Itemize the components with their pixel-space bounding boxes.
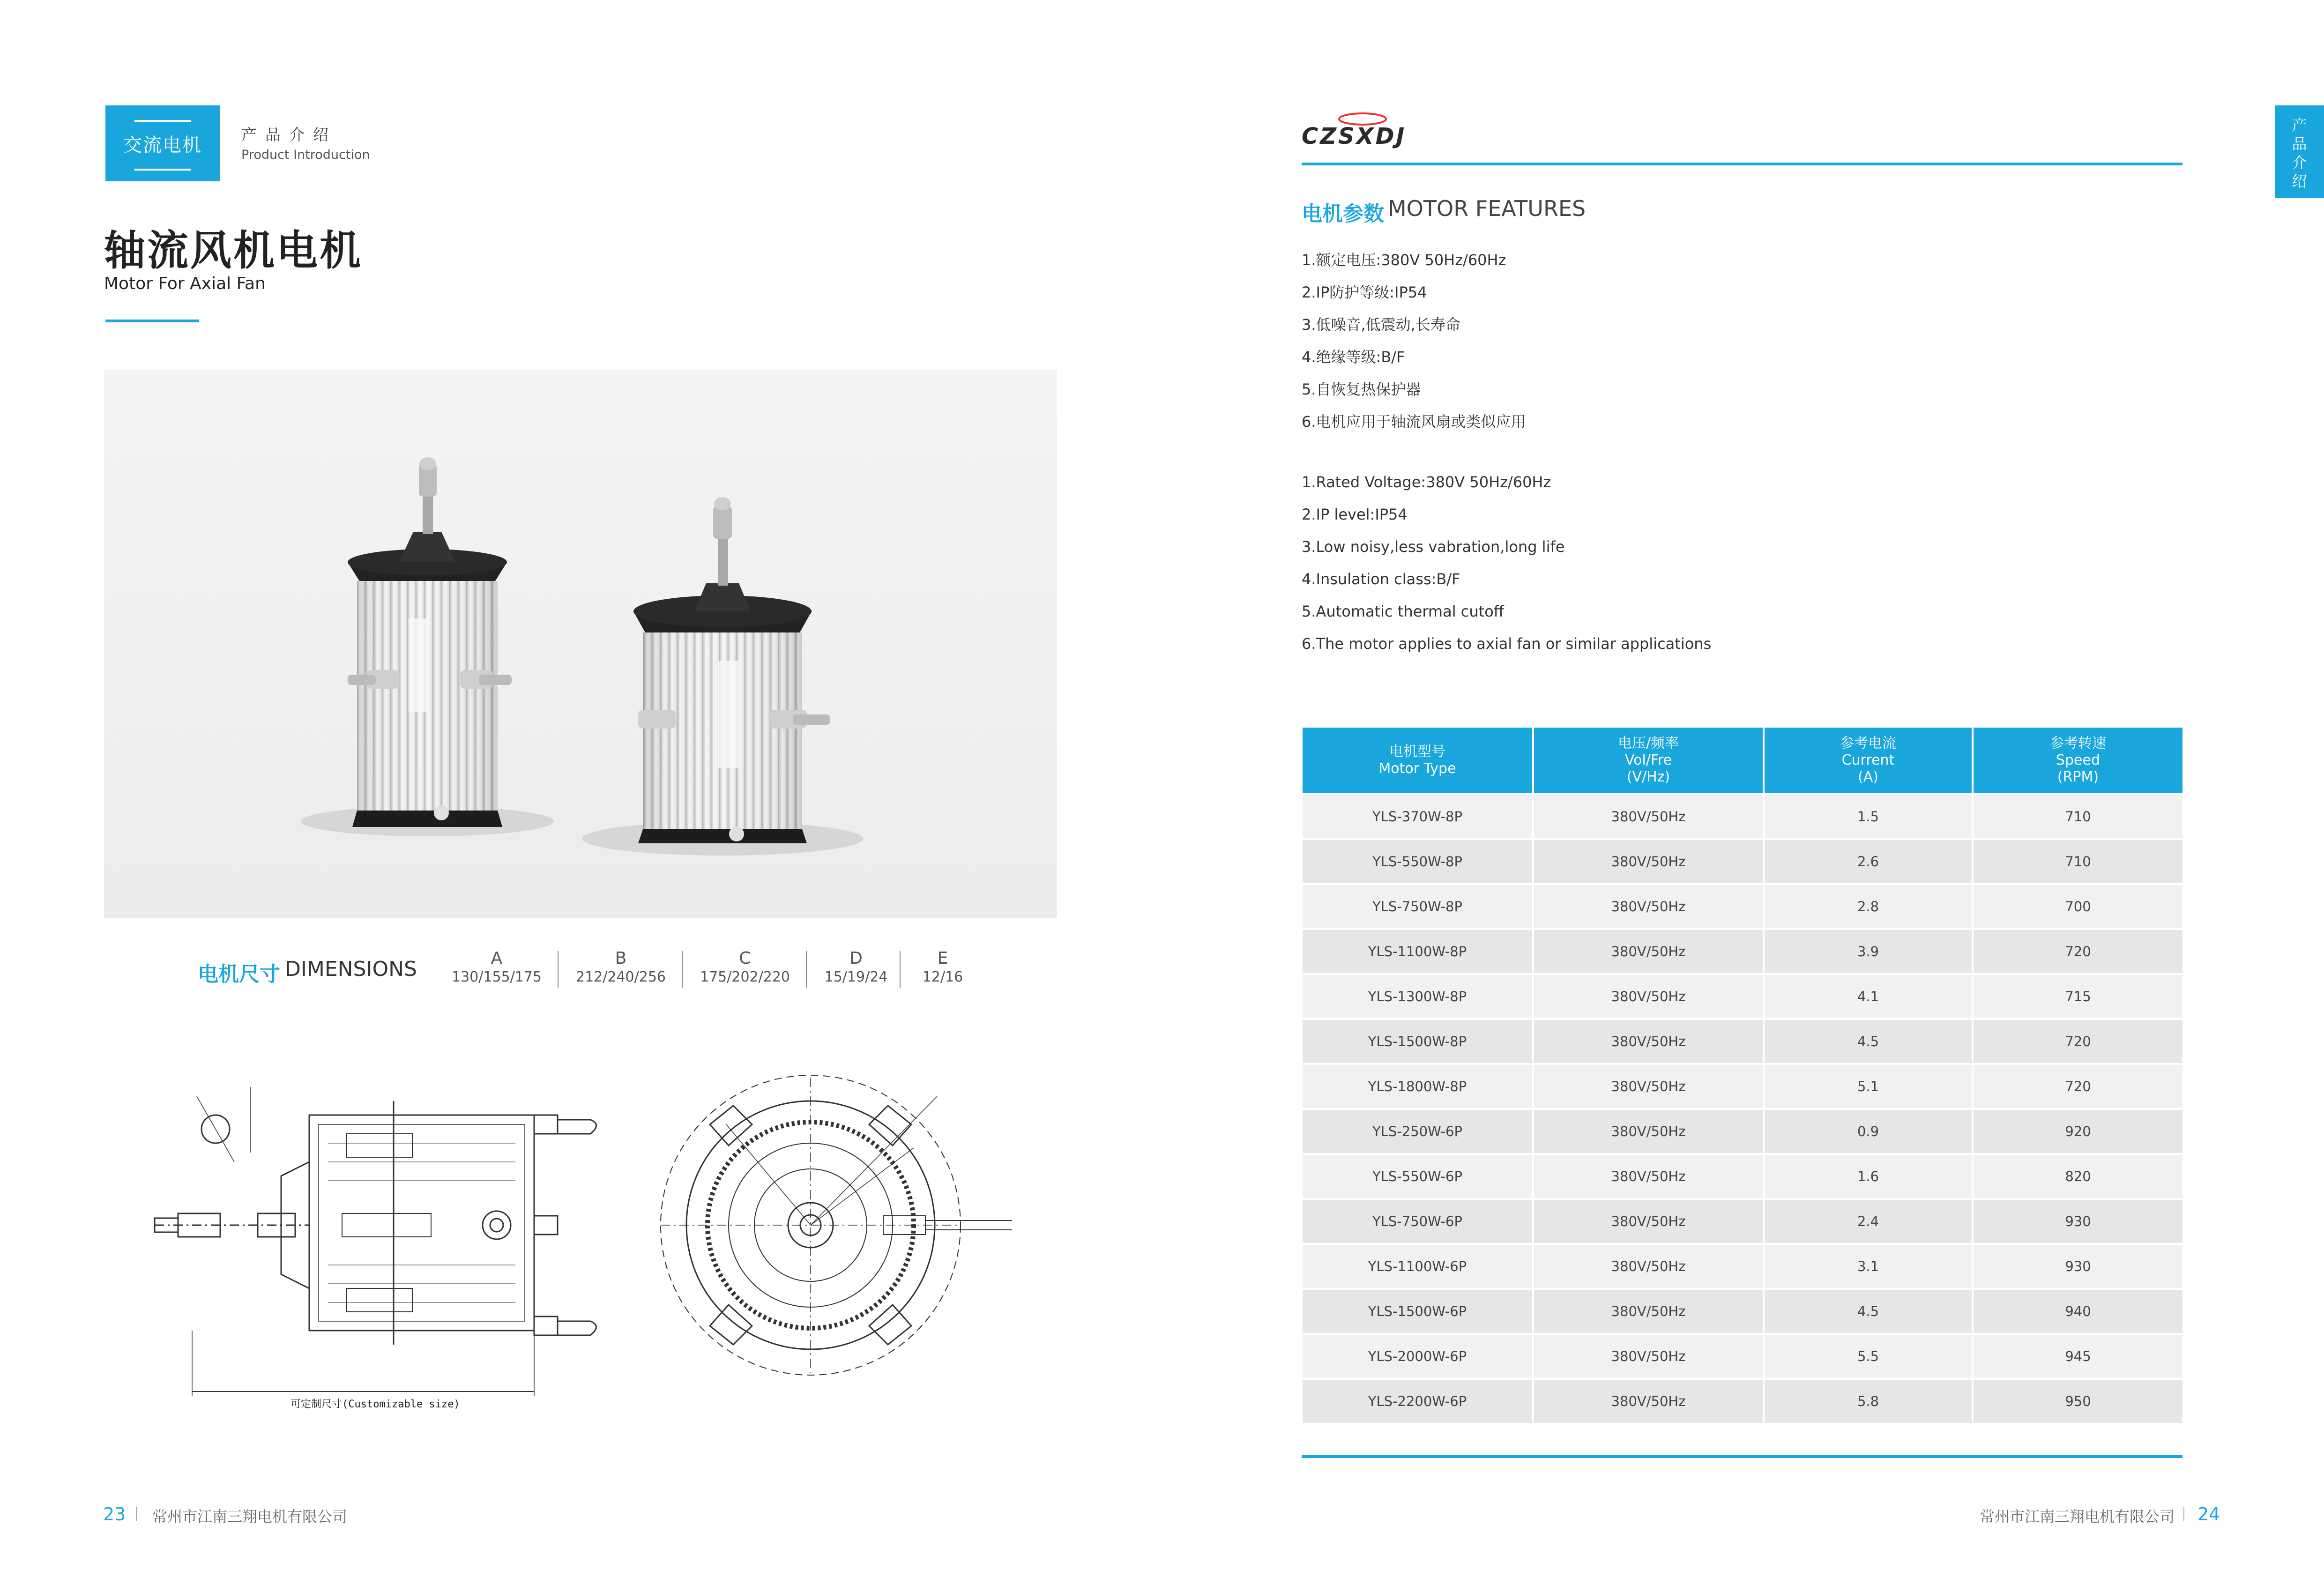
dimension-value: 15/19/24: [824, 969, 888, 985]
motor-left: [301, 457, 554, 836]
product-photo: [104, 370, 1057, 918]
page-number-right: 24: [2197, 1504, 2220, 1525]
dimension-column-c: [691, 949, 799, 985]
table-row: YLS-250W-6P 380V/50Hz 0.9 920: [1303, 1109, 2182, 1154]
dimension-divider: [558, 951, 559, 988]
drawing-caption: 可定制尺寸(Customizable size): [290, 1398, 460, 1410]
table-row: YLS-1100W-6P 380V/50Hz 3.1 930: [1303, 1244, 2182, 1289]
table-row: YLS-1500W-8P 380V/50Hz 4.5 720: [1303, 1019, 2182, 1064]
table-row: YLS-1100W-8P 380V/50Hz 3.9 720: [1303, 929, 2182, 974]
feature-cn-3: 3.低噪音,低震动,长寿命: [1302, 316, 1460, 334]
column-header-current: 参考电流 Current (A): [1764, 728, 1973, 794]
dimension-value: 130/155/175: [452, 969, 542, 985]
table-header-row: [1303, 728, 2182, 794]
table-row: YLS-550W-8P 380V/50Hz 2.6 710: [1303, 839, 2182, 884]
page-title: 轴流风机电机: [104, 226, 363, 275]
column-header-speed: 参考转速 Speed (RPM): [1973, 728, 2182, 794]
dimension-label: D: [849, 949, 863, 968]
technical-drawing: [141, 1068, 1031, 1424]
dimensions-title-cn: 电机尺寸: [198, 962, 280, 986]
feature-en-1: 1.Rated Voltage:380V 50Hz/60Hz: [1302, 473, 1551, 491]
dimension-value: 212/240/256: [576, 969, 666, 985]
dimension-label: A: [491, 949, 503, 968]
column-header-voltage: 电压/频率 Vol/Fre (V/Hz): [1533, 728, 1764, 794]
table-row: YLS-370W-8P 380V/50Hz 1.5 710: [1303, 794, 2182, 839]
table-bottom-rule: [1302, 1455, 2182, 1458]
side-view-drawing: [155, 1087, 596, 1396]
company-logo: [1302, 109, 1414, 153]
dimension-column-b: [567, 949, 675, 985]
side-tab-label: 产品介绍: [2292, 116, 2307, 190]
feature-cn-6: 6.电机应用于轴流风扇或类似应用: [1302, 413, 1526, 431]
dimension-label: C: [739, 949, 751, 968]
motor-spec-table: [1303, 728, 2182, 1423]
table-row: YLS-2200W-6P 380V/50Hz 5.8 950: [1303, 1379, 2182, 1423]
category-en: Product Introduction: [241, 148, 370, 162]
table-row: YLS-1800W-8P 380V/50Hz 5.1 720: [1303, 1064, 2182, 1109]
dimension-label: B: [615, 949, 627, 968]
table-row: YLS-750W-8P 380V/50Hz 2.8 700: [1303, 884, 2182, 929]
title-underline: [105, 320, 199, 322]
feature-en-5: 5.Automatic thermal cutoff: [1302, 603, 1504, 620]
feature-cn-2: 2.IP防护等级:IP54: [1302, 283, 1427, 301]
dimension-label: E: [937, 949, 948, 968]
table-row: YLS-1500W-6P 380V/50Hz 4.5 940: [1303, 1289, 2182, 1334]
logo-text: CZSXDJ: [1302, 123, 1407, 149]
category-cn: 产品介绍: [241, 126, 337, 144]
feature-en-3: 3.Low noisy,less vabration,long life: [1302, 538, 1565, 556]
dimension-value: 175/202/220: [700, 969, 790, 985]
dimensions-title-en: DIMENSIONS: [285, 957, 417, 981]
side-tab: [2275, 105, 2324, 198]
feature-en-2: 2.IP level:IP54: [1302, 506, 1408, 523]
table-row: YLS-750W-6P 380V/50Hz 2.4 930: [1303, 1199, 2182, 1244]
dimension-column-e: [889, 949, 997, 985]
footer-company-right: 常州市江南三翔电机有限公司: [1980, 1508, 2175, 1525]
feature-cn-5: 5.自恢复热保护器: [1302, 380, 1421, 398]
table-row: YLS-2000W-6P 380V/50Hz 5.5 945: [1303, 1334, 2182, 1379]
feature-cn-4: 4.绝缘等级:B/F: [1302, 348, 1405, 366]
category-badge-label: 交流电机: [123, 134, 202, 156]
header-rule: [1302, 163, 2182, 165]
dimension-divider: [682, 951, 683, 988]
table-row: YLS-550W-6P 380V/50Hz 1.6 820: [1303, 1154, 2182, 1199]
page-subtitle: Motor For Axial Fan: [104, 274, 266, 293]
footer-divider: [136, 1507, 137, 1521]
dimension-value: 12/16: [922, 969, 963, 985]
motor-right: [582, 497, 863, 855]
page-number-left: 23: [103, 1504, 126, 1525]
footer-divider: [2183, 1507, 2184, 1521]
category-badge: [105, 105, 220, 181]
feature-en-4: 4.Insulation class:B/F: [1302, 570, 1460, 588]
footer-company-left: 常州市江南三翔电机有限公司: [152, 1508, 348, 1525]
column-header-type: 电机型号 Motor Type: [1303, 728, 1533, 794]
dimension-column-a: [443, 949, 551, 985]
feature-cn-1: 1.额定电压:380V 50Hz/60Hz: [1302, 251, 1506, 269]
features-title-cn: 电机参数: [1302, 202, 1384, 226]
feature-en-6: 6.The motor applies to axial fan or similar applications: [1302, 635, 1712, 653]
front-view-drawing: [661, 1075, 1012, 1375]
table-row: YLS-1300W-8P 380V/50Hz 4.1 715: [1303, 974, 2182, 1019]
features-title-en: MOTOR FEATURES: [1388, 196, 1586, 221]
